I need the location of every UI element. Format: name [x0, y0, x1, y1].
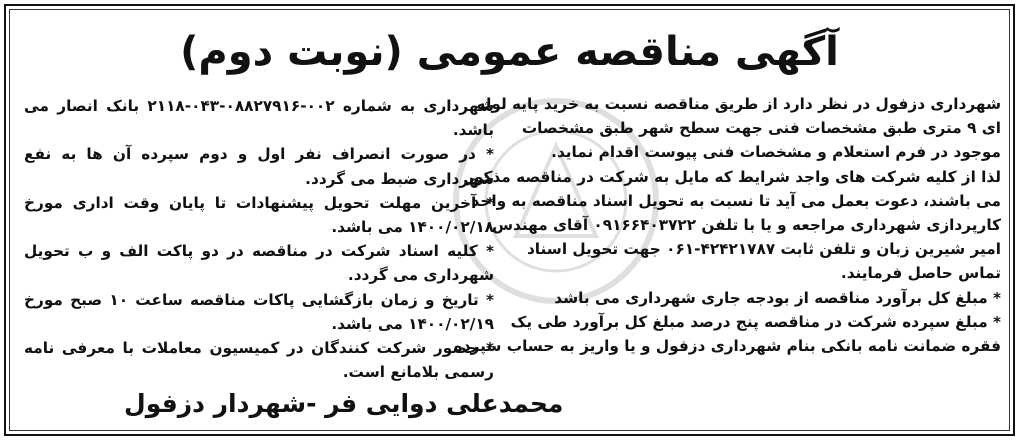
right-line: تماس حاصل فرمایند.	[840, 264, 1001, 283]
right-line: می باشند، دعوت بعمل می آید تا نسبت به تحویل اسناد مناقصه به واحد	[471, 191, 1001, 210]
right-line: ای ۹ متری طبق مشخصات فنی جهت سطح شهر طبق مشخصات	[521, 119, 1001, 138]
right-line: * مبلغ سپرده شرکت در مناقصه پنج درصد مبلغ کل برآورد طی یک	[510, 312, 1001, 331]
left-item: * در صورت انصراف نفر اول و دوم سپرده آن ها به نفع شهرداری ضبط می گردد.	[24, 145, 494, 188]
right-line: شهرداری دزفول در نظر دارد از طریق مناقصه نسبت به خرید پایه لوله	[476, 95, 1001, 113]
right-line: لذا از کلیه شرکت های واجد شرایط که مایل به شرکت در مناقصه مذکور	[465, 167, 1001, 186]
signature: محمدعلی دوایی فر -شهردار دزفول	[124, 389, 564, 418]
left-item: شهرداری به شماره ۰۰۲-۰۸۸۲۷۹۱۶-۰۴۳-۲۱۱۸ بانک انصار می باشد.	[24, 97, 494, 140]
left-item: * تاریخ و زمان بازگشایی پاکات مناقصه ساعت ۱۰ صبح مورخ ۱۴۰۰/۰۲/۱۹ می باشد.	[24, 290, 494, 333]
right-line: * مبلغ کل برآورد مناقصه از بودجه جاری شهرداری می باشد	[554, 288, 1001, 307]
right-column	[453, 92, 1001, 358]
right-line: کارپردازی شهرداری مراجعه و یا با تلفن ۰۹۱۶۶۴۰۳۷۲۲ آقای مهندس	[491, 216, 1001, 235]
tender-notice	[4, 4, 1015, 436]
right-line: فقره ضمانت نامه بانکی بنام شهرداری دزفول و یا واریز به حساب سپرده	[453, 337, 1001, 356]
right-line: امیر شیرین زبان و تلفن ثابت ۴۲۴۲۱۷۸۷-۰۶۱ جهت تحویل اسناد	[526, 240, 1001, 259]
left-column	[24, 94, 494, 384]
left-item: * حضور شرکت کنندگان در کمیسیون معاملات با معرفی نامه رسمی بلامانع است.	[24, 339, 494, 382]
left-item: * آخرین مهلت تحویل پیشنهادات تا پایان وقت اداری مورخ ۱۴۰۰/۰۲/۱۸ می باشد.	[24, 193, 494, 237]
left-item: * کلیه اسناد شرکت در مناقصه در دو پاکت الف و ب تحویل شهرداری می گردد.	[24, 242, 494, 285]
notice-title: آگهی مناقصه عمومی (نوبت دوم)	[180, 29, 839, 75]
right-line: موجود در فرم استعلام و مشخصات فنی پیوست اقدام نماید.	[551, 143, 1001, 162]
